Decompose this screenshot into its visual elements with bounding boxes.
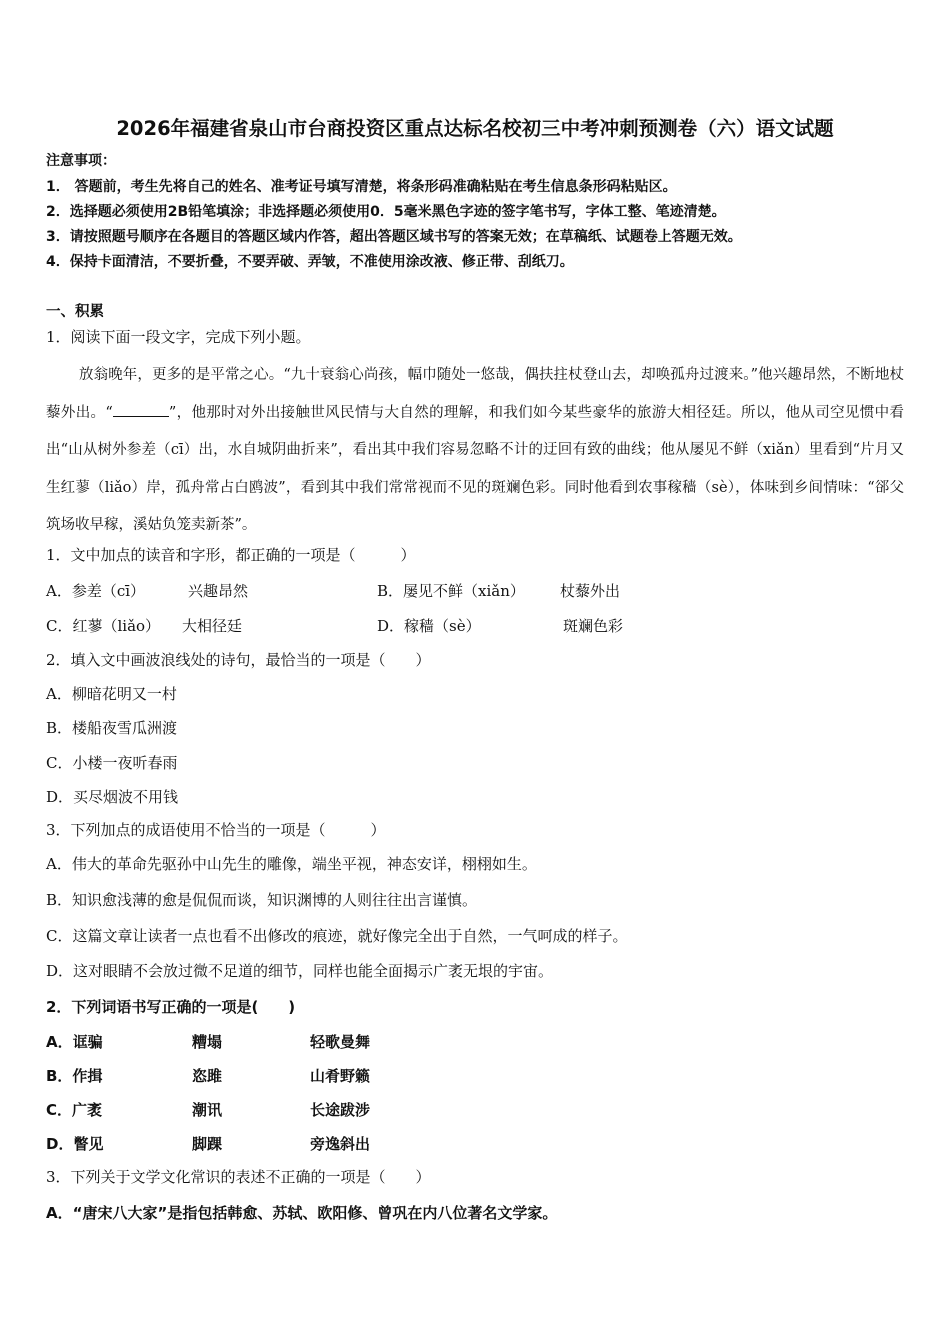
subquestion-2-stem: 2．填入文中画波浪线处的诗句，最恰当的一项是（ ） [46, 651, 431, 669]
question-2-option-c-3: 长途跋涉 [310, 1101, 371, 1119]
fill-blank [113, 402, 169, 417]
subquestion-1-option-c-reading: C．红蓼（liǎo） [46, 617, 161, 635]
subquestion-3-option-a: A．伟大的革命先驱孙中山先生的雕像，端坐平视，神态安详，栩栩如生。 [46, 855, 537, 873]
question-2-option-b-1: B．作揖 [46, 1067, 103, 1085]
question-3-option-a: A．“唐宋八大家”是指包括韩愈、苏轼、欧阳修、曾巩在内八位著名文学家。 [46, 1204, 558, 1222]
subquestion-2-option-b: B．楼船夜雪瓜洲渡 [46, 719, 178, 737]
question-2-option-a-2: 糟塌 [192, 1033, 223, 1051]
subquestion-2-option-a: A．柳暗花明又一村 [46, 685, 177, 703]
subquestion-1-option-a-reading: A．参差（cī） [46, 582, 146, 600]
question-2-option-d-1: D．瞥见 [46, 1135, 104, 1153]
question-3-stem: 3．下列关于文学文化常识的表述不正确的一项是（ ） [46, 1168, 431, 1186]
subquestion-3-option-c: C．这篇文章让读者一点也看不出修改的痕迹，就好像完全出于自然，一气呵成的样子。 [46, 927, 628, 945]
subquestion-1-option-b-word: 杖藜外出 [560, 582, 621, 600]
question-2-option-c-1: C．广袤 [46, 1101, 103, 1119]
subquestion-3-option-b: B．知识愈浅薄的愈是侃侃而谈，知识渊博的人则往往出言谨慎。 [46, 891, 478, 909]
page-title: 2026年福建省泉山市台商投资区重点达标名校初三中考冲刺预测卷（六）语文试题 [116, 117, 834, 140]
passage-part-2: ”，他那时对外出接触世风民情与大自然的理解，和我们如今某些豪华的旅游大相径廷。所以，他从司空见惯中看出“山从树外参差（cī）出，水自城阴曲折来”，看出其中我们容易忽略不计的迂回有致的曲线；他从屡见不鲜（xiǎn）里看到“片月又生红蓼（liǎo）岸，孤舟常占白鸥波”，看到其中我们常常视而不见的斑斓色彩。同时他看到农事稼穑（sè），体味到乡间情味：“郤父筑场收早稼，溪姑负笼卖新茶”。 [46, 404, 904, 533]
notice-item-2: 2．选择题必须使用2B铅笔填涂；非选择题必须使用0．5毫米黑色字迹的签字笔书写，字体工整、笔迹清楚。 [46, 204, 726, 220]
notice-item-3: 3．请按照题号顺序在各题目的答题区域内作答，超出答题区域书写的答案无效；在草稿纸、试题卷上答题无效。 [46, 229, 742, 245]
notice-heading: 注意事项： [46, 153, 116, 169]
subquestion-3-option-d: D．这对眼睛不会放过微不足道的细节，同样也能全面揭示广袤无垠的宇宙。 [46, 962, 554, 980]
question-2-option-b-2: 恣雎 [192, 1067, 223, 1085]
question-2-option-b-3: 山肴野籁 [310, 1067, 371, 1085]
reading-passage [46, 357, 904, 545]
question-2-stem: 2．下列词语书写正确的一项是( ) [46, 998, 296, 1016]
subquestion-1-option-c-word: 大相径廷 [182, 617, 243, 635]
subquestion-2-option-d: D．买尽烟波不用钱 [46, 788, 179, 806]
section-heading: 一、积累 [46, 304, 104, 320]
question-1-intro: 1．阅读下面一段文字，完成下列小题。 [46, 328, 311, 346]
notice-item-1: 1． 答题前，考生先将自己的姓名、准考证号填写清楚，将条形码准确粘贴在考生信息条形码粘贴区。 [46, 179, 677, 195]
subquestion-1-option-b-reading: B．屡见不鲜（xiǎn） [377, 582, 525, 600]
subquestion-1-option-d-reading: D．稼穑（sè） [377, 617, 481, 635]
question-2-option-c-2: 潮讯 [192, 1101, 223, 1119]
question-2-option-a-3: 轻歌曼舞 [310, 1033, 371, 1051]
subquestion-2-option-c: C．小楼一夜听春雨 [46, 754, 178, 772]
subquestion-1-option-a-word: 兴趣昂然 [188, 582, 249, 600]
subquestion-1-option-d-word: 斑斓色彩 [563, 617, 624, 635]
question-2-option-d-2: 脚踝 [192, 1135, 223, 1153]
subquestion-1-stem: 1．文中加点的读音和字形，都正确的一项是（ ） [46, 546, 416, 564]
subquestion-3-stem: 3．下列加点的成语使用不恰当的一项是（ ） [46, 821, 386, 839]
passage-part-1: 放翁晚年，更多的是平常之心。“九十衰翁心尚孩，幅巾随处一悠哉，偶扶拄杖登山去，却唤孤舟过渡来。”他兴趣昂然，不断地杖藜外出。“ [46, 367, 904, 421]
question-2-option-d-3: 旁逸斜出 [310, 1135, 371, 1153]
question-2-option-a-1: A．诓骗 [46, 1033, 103, 1051]
notice-item-4: 4．保持卡面清洁，不要折叠，不要弄破、弄皱，不准使用涂改液、修正带、刮纸刀。 [46, 254, 574, 270]
